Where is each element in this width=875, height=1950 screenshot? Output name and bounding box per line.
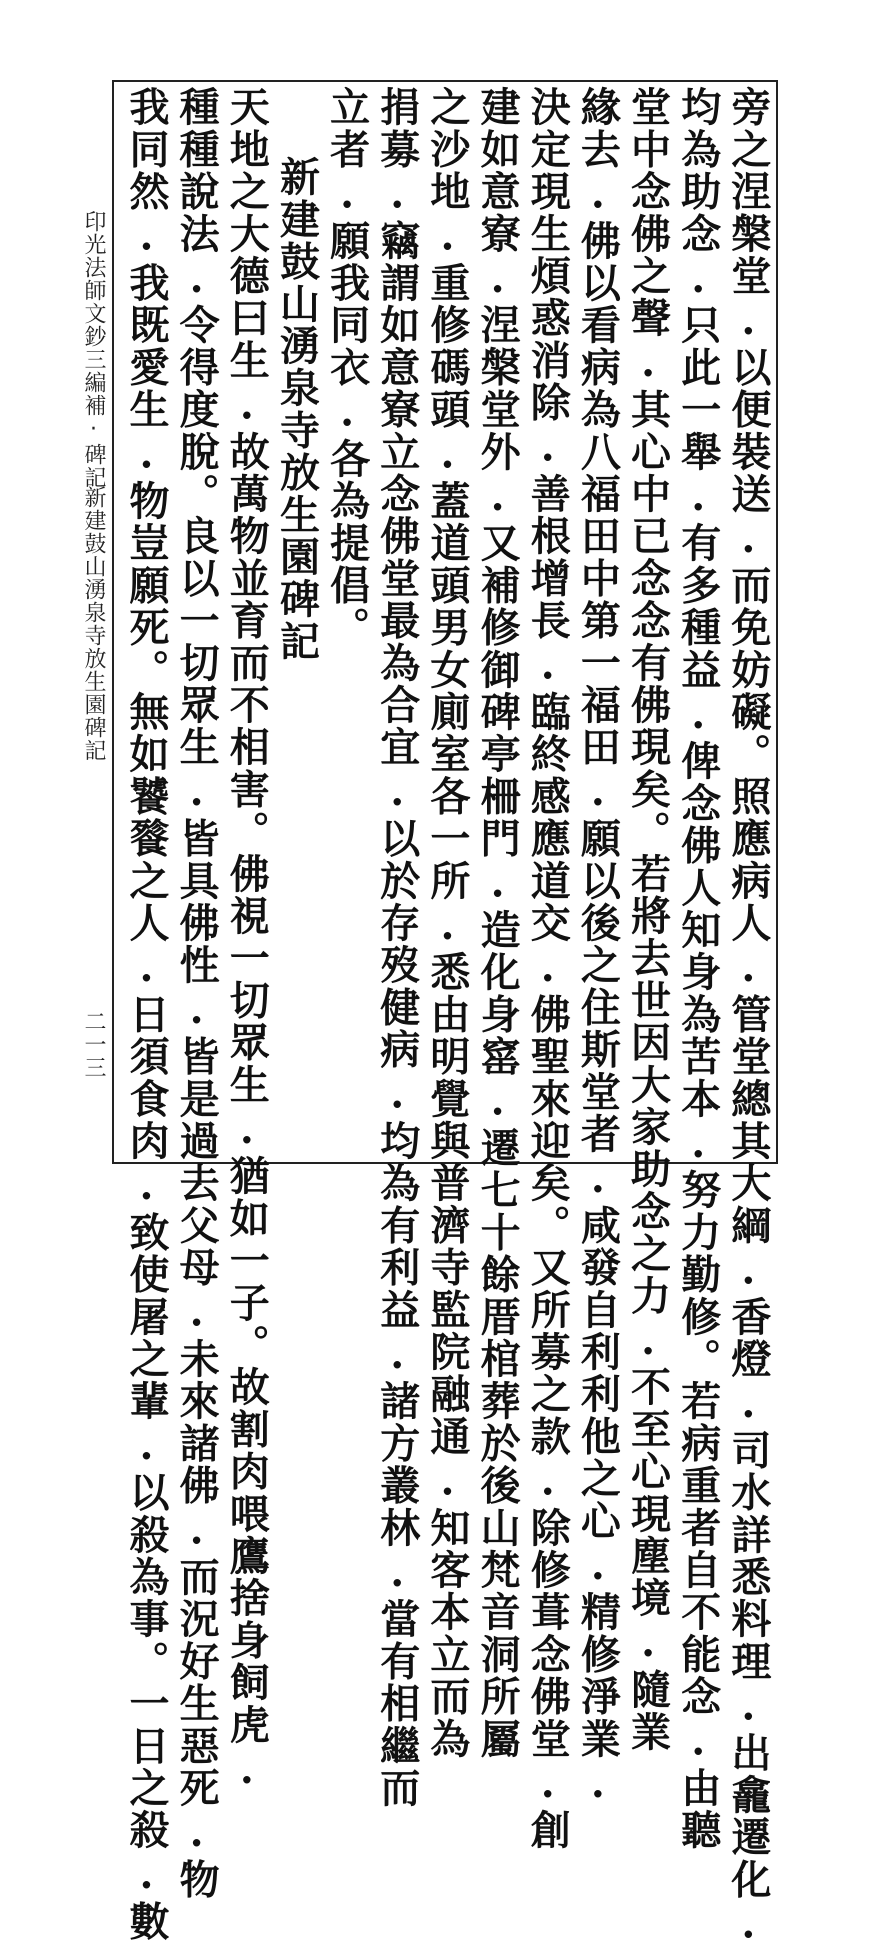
page-number: 二一三	[81, 1010, 106, 1079]
text-column-12: 種種說法.令得度脫。良以一切眾生.皆具佛性.皆是過去父母.未來諸佛.而況好生惡死.物	[173, 86, 221, 1901]
text-column-7: 之沙地.重修碼頭.蓋道頭男女廁室各一所.悉由明覺與普濟寺監院融通.知客本立而為	[423, 86, 471, 1760]
text-column-3: 堂中念佛之聲.其心中已念念有佛現矣。若將去世因大家助念之力.不至心現塵境.隨業	[624, 86, 672, 1753]
text-column-13: 我同然.我既愛生.物豈願死。無如饕餮之人.日須食肉.致使屠之輩.以殺為事。一日之殺.數	[123, 86, 170, 1943]
text-column-2: 均為助念.只此一舉.有多種益.俾念佛人知身為苦本.努力勤修。若病重者自不能念.由聽	[674, 86, 722, 1852]
text-column-11: 天地之大德曰生.故萬物並育而不相害。佛視一切眾生.猶如一子。故割肉喂鷹捨身飼虎.	[223, 86, 271, 1795]
section-title: 新建鼓山湧泉寺放生園碑記	[81, 486, 106, 762]
frame-right-rule	[776, 80, 778, 1164]
inscription-title: 新建鼓山湧泉寺放生園碑記	[273, 156, 321, 663]
text-column-5: 決定現生煩惑消除.善根增長.臨終感應道交.佛聖來迎矣。又所募之款.除修葺念佛堂.創	[524, 86, 572, 1852]
text-column-9: 立者.願我同衣.各為提倡。	[323, 86, 371, 649]
text-column-1: 旁之涅槃堂.以便裝送.而免妨礙。照應病人.管堂總其大綱.香燈.司水詳悉料理.出龕遷化.	[724, 86, 772, 1950]
text-column-4: 緣去.佛以看病為八福田中第一福田.願以後之住斯堂者.咸發自利利他之心.精修淨業.	[574, 86, 622, 1809]
text-column-6: 建如意寮.涅槃堂外.又補修御碑亭柵門.造化身窰.遷七十餘厝棺葬於後山梵音洞所屬	[474, 86, 522, 1760]
text-column-8: 捐募.竊謂如意寮立念佛堂最為合宜.以於存歿健病.均為有利益.諸方叢林.當有相繼而	[373, 86, 421, 1809]
book-title: 印光法師文鈔三編補·碑記	[81, 210, 106, 489]
